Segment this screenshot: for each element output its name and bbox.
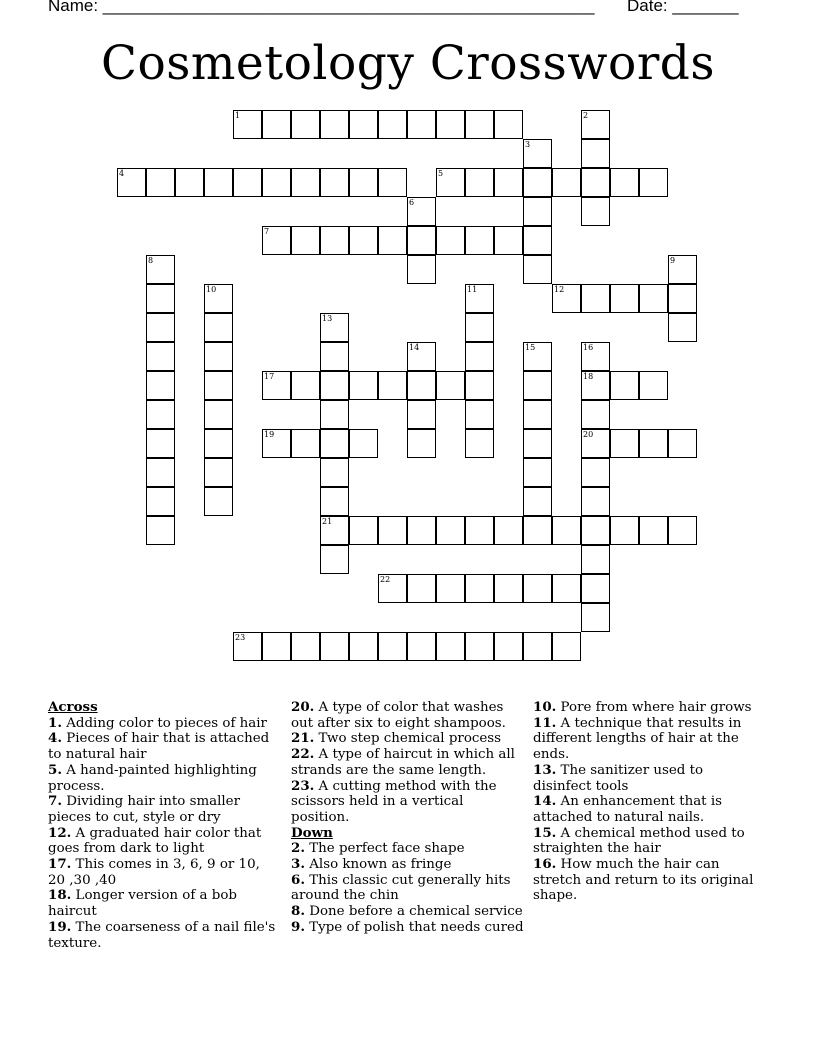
crossword-cell[interactable] bbox=[204, 371, 233, 400]
crossword-cell[interactable] bbox=[494, 632, 523, 661]
crossword-cell[interactable] bbox=[407, 110, 436, 139]
clue-text: A hand-painted highlighting process. bbox=[48, 762, 257, 794]
crossword-cell[interactable] bbox=[610, 371, 639, 400]
crossword-cell[interactable] bbox=[436, 371, 465, 400]
crossword-cell[interactable] bbox=[204, 313, 233, 342]
crossword-cell[interactable] bbox=[320, 516, 349, 545]
crossword-cell[interactable] bbox=[581, 516, 610, 545]
clue-number-label: 23. bbox=[291, 777, 315, 794]
crossword-cell[interactable] bbox=[581, 487, 610, 516]
clue-across bbox=[48, 920, 276, 951]
clue-down bbox=[291, 873, 526, 904]
clue-number: 19 bbox=[264, 430, 275, 439]
crossword-cell[interactable] bbox=[146, 168, 175, 197]
crossword-cell[interactable] bbox=[639, 516, 668, 545]
clue-number-label: 17. bbox=[48, 856, 72, 873]
clue-number: 15 bbox=[525, 343, 536, 352]
crossword-cell[interactable] bbox=[320, 342, 349, 371]
clue-number: 6 bbox=[409, 198, 415, 207]
clue-down bbox=[291, 841, 526, 857]
clue-across bbox=[48, 716, 276, 732]
crossword-cell[interactable] bbox=[349, 371, 378, 400]
crossword-cell[interactable] bbox=[146, 255, 175, 284]
crossword-cell[interactable] bbox=[668, 516, 697, 545]
clue-text: Dividing hair into smaller pieces to cut, style or dry bbox=[48, 794, 241, 825]
crossword-cell[interactable] bbox=[349, 516, 378, 545]
crossword-cell[interactable] bbox=[581, 400, 610, 429]
crossword-cell[interactable] bbox=[378, 371, 407, 400]
crossword-cell[interactable] bbox=[349, 226, 378, 255]
crossword-cell[interactable] bbox=[407, 342, 436, 371]
crossword-cell[interactable] bbox=[320, 400, 349, 429]
crossword-cell[interactable] bbox=[320, 371, 349, 400]
crossword-cell[interactable] bbox=[465, 168, 494, 197]
clue-number: 1 bbox=[235, 111, 241, 120]
crossword-cell[interactable] bbox=[581, 197, 610, 226]
crossword-cell[interactable] bbox=[262, 371, 291, 400]
crossword-cell[interactable] bbox=[523, 168, 552, 197]
clue-across bbox=[291, 731, 526, 747]
crossword-cell[interactable] bbox=[465, 313, 494, 342]
crossword-cell[interactable] bbox=[523, 197, 552, 226]
crossword-cell[interactable] bbox=[117, 168, 146, 197]
crossword-cell[interactable] bbox=[146, 342, 175, 371]
crossword-cell[interactable] bbox=[523, 429, 552, 458]
clue-number-label: 21. bbox=[291, 730, 315, 747]
crossword-cell[interactable] bbox=[523, 255, 552, 284]
crossword-cell[interactable] bbox=[494, 574, 523, 603]
clue-number: 10 bbox=[206, 285, 217, 294]
clue-across bbox=[48, 731, 276, 762]
crossword-cell[interactable] bbox=[581, 371, 610, 400]
clue-number-label: 4. bbox=[48, 730, 62, 747]
clue-down bbox=[533, 857, 758, 904]
clue-number: 21 bbox=[322, 517, 333, 526]
name-field-label: Name: ____________________________________________________ bbox=[48, 0, 595, 15]
clue-across bbox=[48, 826, 276, 857]
clue-number: 2 bbox=[583, 111, 589, 120]
crossword-cell[interactable] bbox=[494, 516, 523, 545]
clue-text: The coarseness of a nail file's texture. bbox=[48, 919, 276, 951]
crossword-cell[interactable] bbox=[581, 110, 610, 139]
crossword-cell[interactable] bbox=[204, 487, 233, 516]
crossword-cell[interactable] bbox=[146, 400, 175, 429]
clue-text: Adding color to pieces of hair bbox=[61, 715, 267, 731]
crossword-cell[interactable] bbox=[639, 371, 668, 400]
page-title: Cosmetology Crosswords bbox=[100, 36, 715, 91]
crossword-cell[interactable] bbox=[465, 342, 494, 371]
crossword-cell[interactable] bbox=[465, 226, 494, 255]
clue-section-heading: Down bbox=[291, 824, 333, 841]
clue-number: 20 bbox=[583, 430, 594, 439]
crossword-cell[interactable] bbox=[291, 168, 320, 197]
crossword-cell[interactable] bbox=[436, 226, 465, 255]
clue-text: A type of haircut in which all strands are the same length. bbox=[291, 747, 515, 778]
crossword-cell[interactable] bbox=[639, 284, 668, 313]
crossword-cell[interactable] bbox=[146, 516, 175, 545]
clue-number: 23 bbox=[235, 633, 246, 642]
crossword-cell[interactable] bbox=[523, 226, 552, 255]
crossword-cell[interactable] bbox=[407, 400, 436, 429]
crossword-cell[interactable] bbox=[407, 255, 436, 284]
clue-number-label: 8. bbox=[291, 903, 305, 920]
clues-column-3 bbox=[533, 700, 758, 904]
crossword-cell[interactable] bbox=[407, 197, 436, 226]
clue-number: 13 bbox=[322, 314, 333, 323]
clue-down bbox=[291, 904, 526, 920]
clue-across bbox=[291, 747, 526, 778]
date-field-label: Date: _______ bbox=[627, 0, 739, 15]
crossword-cell[interactable] bbox=[233, 110, 262, 139]
crossword-cell[interactable] bbox=[581, 342, 610, 371]
clue-text: How much the hair can stretch and return to its original shape. bbox=[533, 857, 754, 904]
crossword-cell[interactable] bbox=[523, 458, 552, 487]
crossword-cell[interactable] bbox=[494, 168, 523, 197]
crossword-cell[interactable] bbox=[378, 516, 407, 545]
crossword-cell[interactable] bbox=[349, 632, 378, 661]
crossword-cell[interactable] bbox=[204, 400, 233, 429]
clue-number: 7 bbox=[264, 227, 270, 236]
crossword-cell[interactable] bbox=[262, 168, 291, 197]
clue-text: A graduated hair color that goes from dark to light bbox=[48, 825, 262, 857]
crossword-cell[interactable] bbox=[378, 226, 407, 255]
clue-number-label: 5. bbox=[48, 761, 62, 778]
clue-text: The sanitizer used to disinfect tools bbox=[533, 762, 704, 794]
crossword-cell[interactable] bbox=[204, 342, 233, 371]
crossword-cell[interactable] bbox=[436, 632, 465, 661]
crossword-cell[interactable] bbox=[436, 168, 465, 197]
crossword-cell[interactable] bbox=[523, 632, 552, 661]
clue-text: This classic cut generally hits around the chin bbox=[291, 872, 511, 904]
crossword-cell[interactable] bbox=[668, 284, 697, 313]
clue-number-label: 6. bbox=[291, 871, 305, 888]
crossword-cell[interactable] bbox=[581, 284, 610, 313]
clue-across bbox=[291, 779, 526, 826]
crossword-cell[interactable] bbox=[552, 632, 581, 661]
clue-number: 4 bbox=[119, 169, 125, 178]
crossword-cell[interactable] bbox=[320, 458, 349, 487]
clue-down bbox=[533, 794, 758, 825]
crossword-cell[interactable] bbox=[494, 226, 523, 255]
clue-text: Two step chemical process bbox=[314, 731, 502, 747]
crossword-cell[interactable] bbox=[407, 429, 436, 458]
crossword-cell[interactable] bbox=[523, 139, 552, 168]
clue-number-label: 2. bbox=[291, 840, 305, 857]
crossword-cell[interactable] bbox=[581, 458, 610, 487]
crossword-cell[interactable] bbox=[639, 429, 668, 458]
clue-number: 11 bbox=[467, 285, 478, 294]
crossword-cell[interactable] bbox=[204, 284, 233, 313]
crossword-cell[interactable] bbox=[291, 110, 320, 139]
crossword-cell[interactable] bbox=[320, 545, 349, 574]
crossword-cell[interactable] bbox=[291, 371, 320, 400]
crossword-cell[interactable] bbox=[523, 400, 552, 429]
crossword-cell[interactable] bbox=[349, 110, 378, 139]
crossword-cell[interactable] bbox=[523, 487, 552, 516]
crossword-cell[interactable] bbox=[320, 168, 349, 197]
crossword-cell[interactable] bbox=[581, 545, 610, 574]
crossword-cell[interactable] bbox=[610, 516, 639, 545]
clue-down bbox=[291, 920, 526, 936]
crossword-cell[interactable] bbox=[465, 632, 494, 661]
crossword-cell[interactable] bbox=[465, 516, 494, 545]
crossword-cell[interactable] bbox=[581, 168, 610, 197]
crossword-cell[interactable] bbox=[436, 574, 465, 603]
crossword-cell[interactable] bbox=[291, 429, 320, 458]
clue-number: 14 bbox=[409, 343, 420, 352]
crossword-cell[interactable] bbox=[465, 371, 494, 400]
clue-text: Pore from where hair grows bbox=[556, 700, 752, 715]
clue-number-label: 13. bbox=[533, 761, 557, 778]
crossword-cell[interactable] bbox=[320, 429, 349, 458]
clue-number-label: 15. bbox=[533, 824, 557, 841]
clue-text: This comes in 3, 6, 9 or 10, 20 ,30 ,40 bbox=[48, 857, 260, 888]
clue-text: Longer version of a bob haircut bbox=[48, 888, 237, 920]
crossword-cell[interactable] bbox=[320, 632, 349, 661]
clue-down bbox=[533, 826, 758, 857]
clue-section-heading: Across bbox=[48, 699, 98, 715]
crossword-cell[interactable] bbox=[465, 574, 494, 603]
crossword-cell[interactable] bbox=[146, 487, 175, 516]
crossword-cell[interactable] bbox=[146, 313, 175, 342]
crossword-cell[interactable] bbox=[407, 632, 436, 661]
crossword-cell[interactable] bbox=[146, 429, 175, 458]
clue-text: A technique that results in different lengths of hair at the ends. bbox=[533, 715, 742, 763]
clue-number-label: 20. bbox=[291, 699, 315, 715]
crossword-cell[interactable] bbox=[523, 574, 552, 603]
clue-number-label: 12. bbox=[48, 824, 72, 841]
crossword-cell[interactable] bbox=[320, 487, 349, 516]
clue-number-label: 11. bbox=[533, 714, 557, 731]
crossword-cell[interactable] bbox=[523, 516, 552, 545]
crossword-cell[interactable] bbox=[378, 110, 407, 139]
crossword-cell[interactable] bbox=[407, 226, 436, 255]
crossword-cell[interactable] bbox=[436, 110, 465, 139]
clue-text: Done before a chemical service bbox=[304, 904, 523, 920]
crossword-cell[interactable] bbox=[610, 284, 639, 313]
clue-number-label: 1. bbox=[48, 714, 62, 731]
clue-text: A cutting method with the scissors held in a vertical position. bbox=[291, 778, 497, 825]
crossword-cell[interactable] bbox=[552, 574, 581, 603]
crossword-cell[interactable] bbox=[175, 168, 204, 197]
crossword-cell[interactable] bbox=[233, 632, 262, 661]
crossword-cell[interactable] bbox=[262, 632, 291, 661]
clue-number-label: 9. bbox=[291, 918, 305, 935]
crossword-cell[interactable] bbox=[494, 110, 523, 139]
clue-number: 8 bbox=[148, 256, 154, 265]
crossword-cell[interactable] bbox=[581, 574, 610, 603]
clues-column-1 bbox=[48, 700, 276, 951]
clue-across bbox=[48, 794, 276, 825]
crossword-cell[interactable] bbox=[639, 168, 668, 197]
crossword-cell[interactable] bbox=[204, 168, 233, 197]
crossword-cell[interactable] bbox=[552, 284, 581, 313]
clue-number-label: 14. bbox=[533, 793, 557, 810]
clue-number-label: 19. bbox=[48, 918, 72, 935]
crossword-cell[interactable] bbox=[204, 458, 233, 487]
clue-text: Also known as fringe bbox=[304, 857, 452, 873]
crossword-cell[interactable] bbox=[523, 371, 552, 400]
crossword-cell[interactable] bbox=[465, 284, 494, 313]
clue-down bbox=[533, 763, 758, 794]
crossword-cell[interactable] bbox=[291, 632, 320, 661]
crossword-cell[interactable] bbox=[581, 139, 610, 168]
crossword-cell[interactable] bbox=[465, 400, 494, 429]
clue-number-label: 18. bbox=[48, 887, 72, 904]
crossword-cell[interactable] bbox=[378, 168, 407, 197]
clue-text: A chemical method used to straighten the hair bbox=[533, 825, 745, 857]
crossword-cell[interactable] bbox=[262, 110, 291, 139]
clue-number: 12 bbox=[554, 285, 565, 294]
crossword-cell[interactable] bbox=[668, 429, 697, 458]
clue-number: 9 bbox=[670, 256, 676, 265]
clue-number-label: 22. bbox=[291, 746, 315, 763]
crossword-cell[interactable] bbox=[465, 429, 494, 458]
crossword-cell[interactable] bbox=[320, 226, 349, 255]
clue-number-label: 7. bbox=[48, 793, 62, 810]
crossword-cell[interactable] bbox=[320, 313, 349, 342]
crossword-cell[interactable] bbox=[523, 342, 552, 371]
clue-text: Pieces of hair that is attached to natural hair bbox=[48, 731, 270, 763]
clue-across bbox=[48, 888, 276, 919]
clue-text: An enhancement that is attached to natural nails. bbox=[533, 794, 722, 825]
crossword-cell[interactable] bbox=[552, 516, 581, 545]
crossword-cell[interactable] bbox=[407, 516, 436, 545]
crossword-cell[interactable] bbox=[320, 110, 349, 139]
clue-text: The perfect face shape bbox=[304, 841, 465, 857]
crossword-cell[interactable] bbox=[581, 603, 610, 632]
clues-column-2 bbox=[291, 700, 526, 936]
clue-number: 3 bbox=[525, 140, 531, 149]
crossword-cell[interactable] bbox=[378, 632, 407, 661]
crossword-cell[interactable] bbox=[610, 429, 639, 458]
clue-across bbox=[48, 857, 276, 888]
clue-number: 18 bbox=[583, 372, 594, 381]
crossword-cell[interactable] bbox=[233, 168, 262, 197]
clue-down bbox=[533, 700, 758, 716]
crossword-cell[interactable] bbox=[407, 574, 436, 603]
crossword-cell[interactable] bbox=[204, 429, 233, 458]
crossword-cell[interactable] bbox=[349, 168, 378, 197]
clue-number-label: 16. bbox=[533, 856, 557, 873]
crossword-cell[interactable] bbox=[407, 371, 436, 400]
clue-number-label: 10. bbox=[533, 699, 557, 715]
crossword-cell[interactable] bbox=[668, 255, 697, 284]
crossword-cell[interactable] bbox=[581, 429, 610, 458]
crossword-cell[interactable] bbox=[291, 226, 320, 255]
crossword-cell[interactable] bbox=[349, 429, 378, 458]
clue-down bbox=[533, 716, 758, 763]
crossword-cell[interactable] bbox=[146, 458, 175, 487]
crossword-cell[interactable] bbox=[465, 110, 494, 139]
crossword-cell[interactable] bbox=[436, 516, 465, 545]
crossword-cell[interactable] bbox=[146, 284, 175, 313]
crossword-cell[interactable] bbox=[378, 574, 407, 603]
crossword-cell[interactable] bbox=[552, 168, 581, 197]
clue-number: 16 bbox=[583, 343, 594, 352]
clue-text: Type of polish that needs cured bbox=[304, 919, 524, 935]
crossword-cell[interactable] bbox=[146, 371, 175, 400]
clue-number-label: 3. bbox=[291, 856, 305, 873]
clue-across bbox=[291, 700, 526, 731]
crossword-cell[interactable] bbox=[262, 429, 291, 458]
clue-number: 5 bbox=[438, 169, 444, 178]
clue-text: A type of color that washes out after six to eight shampoos. bbox=[291, 700, 506, 731]
clue-across bbox=[48, 763, 276, 794]
crossword-cell[interactable] bbox=[262, 226, 291, 255]
crossword-cell[interactable] bbox=[668, 313, 697, 342]
clue-down bbox=[291, 857, 526, 873]
clue-number: 17 bbox=[264, 372, 275, 381]
crossword-cell[interactable] bbox=[610, 168, 639, 197]
clue-number: 22 bbox=[380, 575, 391, 584]
